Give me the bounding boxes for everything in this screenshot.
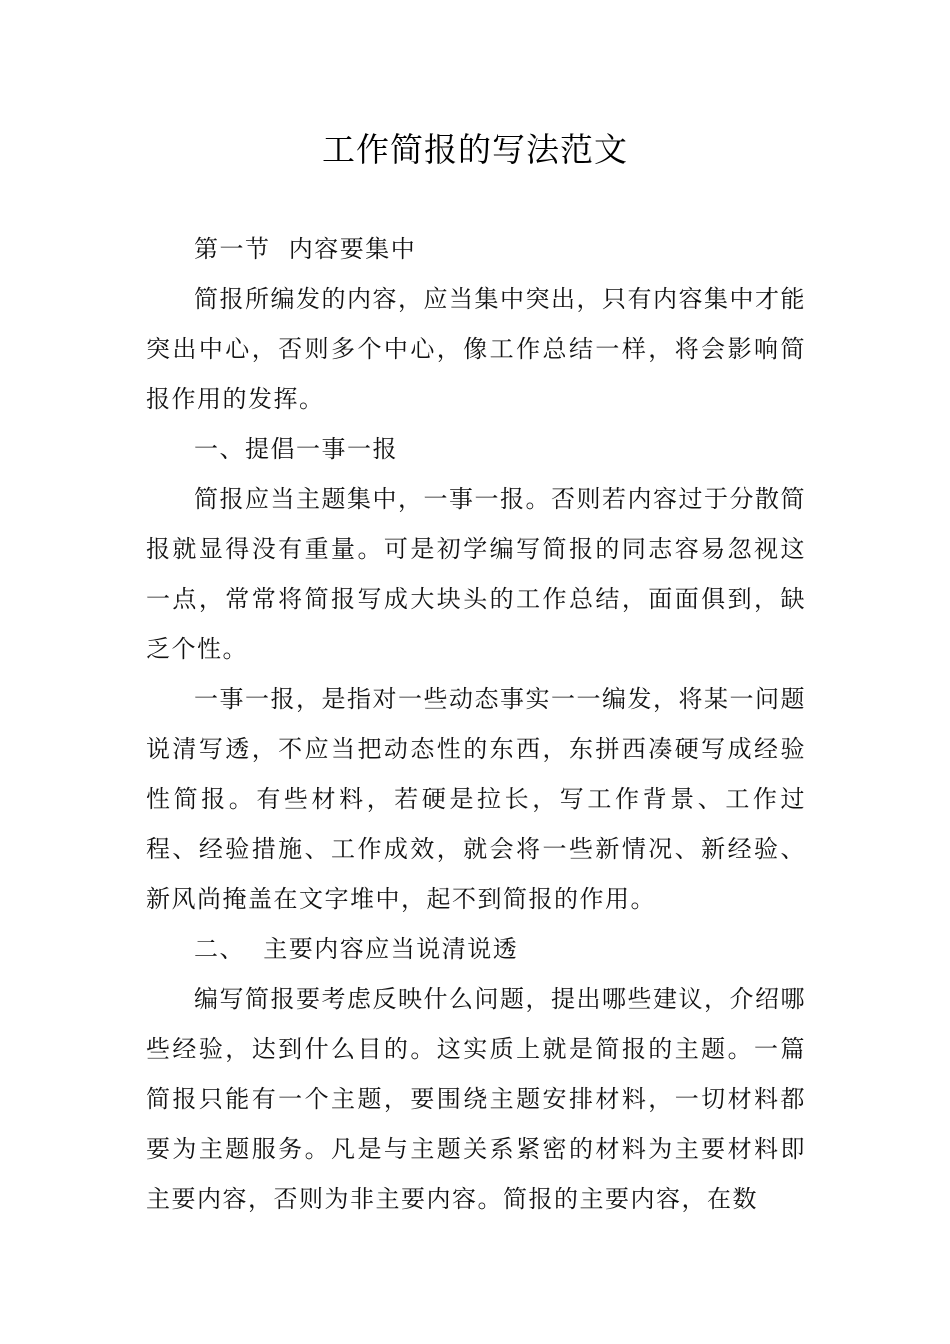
paragraph: 编写简报要考虑反映什么问题，提出哪些建议，介绍哪些经验，达到什么目的。这实质上就是简报的主题。一篇简报只能有一个主题，要围绕主题安排材料，一切材料都要为主题服务。凡是与主题关系紧密的材料为主要材料即主要内容，否则为非主要内容。简报的主要内容，在数 xyxy=(146,985,806,1213)
section-heading: 第一节 内容要集中 xyxy=(194,235,417,263)
document-title: 工作简报的写法范文 xyxy=(322,130,628,169)
subsection-heading: 一、提倡一事一报 xyxy=(194,435,398,463)
document-body xyxy=(146,224,806,1224)
paragraph: 一事一报，是指对一些动态事实一一编发，将某一问题说清写透，不应当把动态性的东西，东拼西凑硬写成经验性简报。有些材料，若硬是拉长，写工作背景、工作过程、经验措施、工作成效，就会将一些新情况、新经验、新风尚掩盖在文字堆中，起不到简报的作用。 xyxy=(146,685,806,913)
paragraph: 简报所编发的内容，应当集中突出，只有内容集中才能突出中心，否则多个中心，像工作总结一样，将会影响简报作用的发挥。 xyxy=(146,285,806,413)
paragraph: 简报应当主题集中，一事一报。否则若内容过于分散简报就显得没有重量。可是初学编写简报的同志容易忽视这一点，常常将简报写成大块头的工作总结，面面俱到，缺乏个性。 xyxy=(146,485,806,663)
subsection-heading: 二、 主要内容应当说清说透 xyxy=(194,935,519,963)
